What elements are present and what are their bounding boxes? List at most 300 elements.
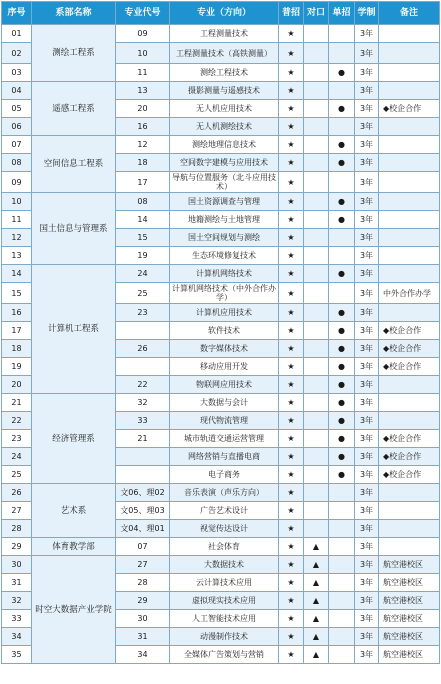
vocational-admission-mark [304,154,329,172]
major-name-cell: 数字媒体技术 [170,340,279,358]
single-admission-mark [329,610,355,628]
single-admission-mark [329,118,355,136]
general-admission-mark: ★ [279,484,304,502]
single-admission-mark [329,502,355,520]
vocational-admission-mark [304,322,329,340]
department-cell: 国土信息与管理系 [32,193,116,265]
table-row [2,193,440,211]
row-number-cell: 12 [2,229,32,247]
vocational-admission-mark [304,43,329,64]
vocational-admission-mark [304,118,329,136]
general-admission-mark: ★ [279,64,304,82]
table-row [2,484,440,502]
major-code-cell [116,448,170,466]
vocational-admission-mark [304,304,329,322]
major-code-cell: 25 [116,283,170,304]
duration-cell: 3年 [355,118,379,136]
row-number-cell: 32 [2,592,32,610]
row-number-cell: 08 [2,154,32,172]
duration-cell: 3年 [355,340,379,358]
major-name-cell: 虚拟现实技术应用 [170,592,279,610]
duration-cell: 3年 [355,484,379,502]
single-admission-mark [329,574,355,592]
single-admission-mark: ● [329,193,355,211]
major-name-cell: 物联网应用技术 [170,376,279,394]
duration-cell: 3年 [355,538,379,556]
row-number-cell: 34 [2,628,32,646]
single-admission-mark: ● [329,322,355,340]
major-name-cell: 电子商务 [170,466,279,484]
vocational-admission-mark: ▲ [304,556,329,574]
major-code-cell: 20 [116,100,170,118]
major-name-cell: 摄影测量与遥感技术 [170,82,279,100]
vocational-admission-mark [304,100,329,118]
notes-cell: ◆校企合作 [379,466,440,484]
row-number-cell: 17 [2,322,32,340]
single-admission-mark: ● [329,466,355,484]
major-name-cell: 现代物流管理 [170,412,279,430]
major-code-cell: 33 [116,412,170,430]
general-admission-mark: ★ [279,430,304,448]
duration-cell: 3年 [355,322,379,340]
notes-cell [379,484,440,502]
general-admission-mark: ★ [279,412,304,430]
header-duration: 学制 [355,2,379,25]
notes-cell: 航空港校区 [379,574,440,592]
major-name-cell: 人工智能技术应用 [170,610,279,628]
major-name-cell: 工程测量技术（高铁测量） [170,43,279,64]
major-name-cell: 计算机网络技术（中外合作办学） [170,283,279,304]
row-number-cell: 31 [2,574,32,592]
notes-cell: 中外合作办学 [379,283,440,304]
row-number-cell: 18 [2,340,32,358]
vocational-admission-mark [304,520,329,538]
duration-cell: 3年 [355,82,379,100]
major-name-cell: 云计算技术应用 [170,574,279,592]
single-admission-mark [329,247,355,265]
header-notes: 备注 [379,2,440,25]
row-number-cell: 09 [2,172,32,193]
single-admission-mark: ● [329,358,355,376]
single-admission-mark: ● [329,376,355,394]
duration-cell: 3年 [355,283,379,304]
notes-cell [379,412,440,430]
major-code-cell: 08 [116,193,170,211]
duration-cell: 3年 [355,229,379,247]
major-code-cell: 16 [116,118,170,136]
vocational-admission-mark [304,211,329,229]
notes-cell [379,394,440,412]
general-admission-mark: ★ [279,322,304,340]
duration-cell: 3年 [355,64,379,82]
notes-cell [379,118,440,136]
single-admission-mark: ● [329,340,355,358]
row-number-cell: 16 [2,304,32,322]
single-admission-mark [329,25,355,43]
major-code-cell [116,358,170,376]
major-code-cell: 09 [116,25,170,43]
major-name-cell: 大数据技术 [170,556,279,574]
row-number-cell: 03 [2,64,32,82]
notes-cell [379,538,440,556]
vocational-admission-mark [304,358,329,376]
vocational-admission-mark [304,448,329,466]
major-code-cell: 14 [116,211,170,229]
major-name-cell: 工程测量技术 [170,25,279,43]
vocational-admission-mark [304,193,329,211]
general-admission-mark: ★ [279,25,304,43]
single-admission-mark: ● [329,394,355,412]
general-admission-mark: ★ [279,538,304,556]
major-code-cell: 文06、理02 [116,484,170,502]
table-row [2,394,440,412]
duration-cell: 3年 [355,136,379,154]
row-number-cell: 07 [2,136,32,154]
major-name-cell: 音乐表演（声乐方向） [170,484,279,502]
header-no: 序号 [2,2,32,25]
major-name-cell: 大数据与会计 [170,394,279,412]
major-code-cell [116,322,170,340]
single-admission-mark [329,556,355,574]
general-admission-mark: ★ [279,118,304,136]
single-admission-mark: ● [329,211,355,229]
duration-cell: 3年 [355,304,379,322]
single-admission-mark: ● [329,304,355,322]
vocational-admission-mark [304,430,329,448]
major-name-cell: 地籍测绘与土地管理 [170,211,279,229]
general-admission-mark: ★ [279,592,304,610]
table-row [2,556,440,574]
duration-cell: 3年 [355,211,379,229]
major-code-cell: 30 [116,610,170,628]
duration-cell: 3年 [355,502,379,520]
major-name-cell: 视觉传达设计 [170,520,279,538]
row-number-cell: 05 [2,100,32,118]
vocational-admission-mark [304,412,329,430]
duration-cell: 3年 [355,172,379,193]
notes-cell [379,265,440,283]
notes-cell [379,376,440,394]
general-admission-mark: ★ [279,229,304,247]
department-cell: 艺术系 [32,484,116,538]
major-code-cell: 19 [116,247,170,265]
notes-cell [379,247,440,265]
duration-cell: 3年 [355,412,379,430]
general-admission-mark: ★ [279,646,304,664]
table-body [2,25,440,664]
department-cell: 测绘工程系 [32,25,116,82]
major-code-cell: 10 [116,43,170,64]
major-name-cell: 国土资源调查与管理 [170,193,279,211]
row-number-cell: 06 [2,118,32,136]
general-admission-mark: ★ [279,556,304,574]
vocational-admission-mark [304,82,329,100]
duration-cell: 3年 [355,394,379,412]
notes-cell [379,304,440,322]
row-number-cell: 27 [2,502,32,520]
row-number-cell: 24 [2,448,32,466]
duration-cell: 3年 [355,574,379,592]
header-row [2,2,440,25]
row-number-cell: 30 [2,556,32,574]
duration-cell: 3年 [355,154,379,172]
major-code-cell: 07 [116,538,170,556]
vocational-admission-mark: ▲ [304,592,329,610]
major-name-cell: 全媒体广告策划与营销 [170,646,279,664]
major-code-cell: 文05、理03 [116,502,170,520]
major-name-cell: 软件技术 [170,322,279,340]
notes-cell [379,193,440,211]
notes-cell: 航空港校区 [379,628,440,646]
general-admission-mark: ★ [279,211,304,229]
row-number-cell: 15 [2,283,32,304]
single-admission-mark [329,520,355,538]
general-admission-mark: ★ [279,610,304,628]
vocational-admission-mark [304,502,329,520]
single-admission-mark [329,82,355,100]
duration-cell: 3年 [355,610,379,628]
duration-cell: 3年 [355,358,379,376]
notes-cell: ◆校企合作 [379,430,440,448]
vocational-admission-mark [304,172,329,193]
department-cell: 遥感工程系 [32,82,116,136]
major-name-cell: 空间数字建模与应用技术 [170,154,279,172]
major-name-cell: 计算机应用技术 [170,304,279,322]
notes-cell: ◆校企合作 [379,358,440,376]
notes-cell [379,25,440,43]
row-number-cell: 02 [2,43,32,64]
table-row [2,265,440,283]
notes-cell [379,136,440,154]
vocational-admission-mark [304,229,329,247]
row-number-cell: 20 [2,376,32,394]
major-code-cell: 24 [116,265,170,283]
major-name-cell: 计算机网络技术 [170,265,279,283]
notes-cell [379,172,440,193]
vocational-admission-mark [304,136,329,154]
notes-cell: ◆校企合作 [379,100,440,118]
notes-cell: ◆校企合作 [379,340,440,358]
major-code-cell: 26 [116,340,170,358]
major-code-cell: 文04、理01 [116,520,170,538]
header-single-admission: 单招 [329,2,355,25]
major-code-cell: 21 [116,430,170,448]
major-code-cell: 23 [116,304,170,322]
major-code-cell: 18 [116,154,170,172]
general-admission-mark: ★ [279,376,304,394]
vocational-admission-mark: ▲ [304,574,329,592]
single-admission-mark [329,283,355,304]
major-code-cell: 28 [116,574,170,592]
single-admission-mark [329,538,355,556]
major-code-cell: 13 [116,82,170,100]
general-admission-mark: ★ [279,574,304,592]
general-admission-mark: ★ [279,520,304,538]
single-admission-mark [329,43,355,64]
duration-cell: 3年 [355,646,379,664]
major-code-cell: 22 [116,376,170,394]
general-admission-mark: ★ [279,394,304,412]
major-code-cell: 34 [116,646,170,664]
major-name-cell: 广告艺术设计 [170,502,279,520]
major-name-cell: 生态环境修复技术 [170,247,279,265]
vocational-admission-mark: ▲ [304,610,329,628]
row-number-cell: 23 [2,430,32,448]
row-number-cell: 13 [2,247,32,265]
duration-cell: 3年 [355,43,379,64]
major-code-cell: 17 [116,172,170,193]
single-admission-mark [329,592,355,610]
notes-cell: 航空港校区 [379,556,440,574]
general-admission-mark: ★ [279,136,304,154]
table-row [2,538,440,556]
header-major: 专业（方向） [170,2,279,25]
vocational-admission-mark [304,466,329,484]
single-admission-mark: ● [329,412,355,430]
single-admission-mark [329,646,355,664]
single-admission-mark [329,484,355,502]
general-admission-mark: ★ [279,448,304,466]
notes-cell: ◆校企合作 [379,448,440,466]
vocational-admission-mark [304,376,329,394]
single-admission-mark: ● [329,136,355,154]
vocational-admission-mark [304,484,329,502]
vocational-admission-mark [304,265,329,283]
vocational-admission-mark [304,340,329,358]
vocational-admission-mark: ▲ [304,646,329,664]
row-number-cell: 25 [2,466,32,484]
row-number-cell: 28 [2,520,32,538]
vocational-admission-mark [304,25,329,43]
general-admission-mark: ★ [279,283,304,304]
notes-cell [379,82,440,100]
notes-cell: 航空港校区 [379,592,440,610]
row-number-cell: 04 [2,82,32,100]
major-name-cell: 测绘工程技术 [170,64,279,82]
duration-cell: 3年 [355,193,379,211]
row-number-cell: 29 [2,538,32,556]
major-code-cell: 15 [116,229,170,247]
department-cell: 时空大数据产业学院 [32,556,116,664]
notes-cell [379,64,440,82]
majors-table [1,1,440,664]
vocational-admission-mark: ▲ [304,538,329,556]
general-admission-mark: ★ [279,247,304,265]
major-name-cell: 动漫制作技术 [170,628,279,646]
row-number-cell: 26 [2,484,32,502]
major-name-cell: 测绘地理信息技术 [170,136,279,154]
major-code-cell: 32 [116,394,170,412]
general-admission-mark: ★ [279,628,304,646]
single-admission-mark: ● [329,265,355,283]
major-code-cell [116,466,170,484]
vocational-admission-mark: ▲ [304,628,329,646]
single-admission-mark: ● [329,100,355,118]
single-admission-mark [329,172,355,193]
general-admission-mark: ★ [279,265,304,283]
general-admission-mark: ★ [279,154,304,172]
general-admission-mark: ★ [279,193,304,211]
notes-cell [379,154,440,172]
vocational-admission-mark [304,283,329,304]
duration-cell: 3年 [355,376,379,394]
major-code-cell: 12 [116,136,170,154]
major-code-cell: 29 [116,592,170,610]
duration-cell: 3年 [355,247,379,265]
major-name-cell: 城市轨道交通运营管理 [170,430,279,448]
major-code-cell: 31 [116,628,170,646]
single-admission-mark: ● [329,154,355,172]
header-vocational-admission: 对口 [304,2,329,25]
row-number-cell: 11 [2,211,32,229]
major-name-cell: 国土空间规划与测绘 [170,229,279,247]
duration-cell: 3年 [355,628,379,646]
notes-cell [379,520,440,538]
duration-cell: 3年 [355,265,379,283]
general-admission-mark: ★ [279,43,304,64]
notes-cell [379,502,440,520]
table-row [2,25,440,43]
row-number-cell: 19 [2,358,32,376]
department-cell: 空间信息工程系 [32,136,116,193]
single-admission-mark: ● [329,448,355,466]
single-admission-mark: ● [329,64,355,82]
duration-cell: 3年 [355,556,379,574]
major-code-cell: 11 [116,64,170,82]
general-admission-mark: ★ [279,304,304,322]
row-number-cell: 01 [2,25,32,43]
notes-cell [379,229,440,247]
general-admission-mark: ★ [279,82,304,100]
major-name-cell: 无人机应用技术 [170,100,279,118]
general-admission-mark: ★ [279,358,304,376]
major-code-cell: 27 [116,556,170,574]
general-admission-mark: ★ [279,172,304,193]
row-number-cell: 33 [2,610,32,628]
duration-cell: 3年 [355,25,379,43]
notes-cell: ◆校企合作 [379,322,440,340]
major-name-cell: 网络营销与直播电商 [170,448,279,466]
header-code: 专业代号 [116,2,170,25]
general-admission-mark: ★ [279,340,304,358]
vocational-admission-mark [304,64,329,82]
row-number-cell: 10 [2,193,32,211]
table-row [2,82,440,100]
duration-cell: 3年 [355,520,379,538]
single-admission-mark [329,229,355,247]
notes-cell [379,211,440,229]
notes-cell [379,43,440,64]
header-general-admission: 普招 [279,2,304,25]
duration-cell: 3年 [355,592,379,610]
major-name-cell: 导航与位置服务（北斗应用技术） [170,172,279,193]
duration-cell: 3年 [355,430,379,448]
row-number-cell: 21 [2,394,32,412]
department-cell: 经济管理系 [32,394,116,484]
vocational-admission-mark [304,247,329,265]
duration-cell: 3年 [355,466,379,484]
notes-cell: 航空港校区 [379,646,440,664]
general-admission-mark: ★ [279,466,304,484]
table-row [2,136,440,154]
vocational-admission-mark [304,394,329,412]
major-name-cell: 社会体育 [170,538,279,556]
duration-cell: 3年 [355,100,379,118]
department-cell: 计算机工程系 [32,265,116,394]
major-name-cell: 无人机测绘技术 [170,118,279,136]
header-department: 系部名称 [32,2,116,25]
row-number-cell: 35 [2,646,32,664]
